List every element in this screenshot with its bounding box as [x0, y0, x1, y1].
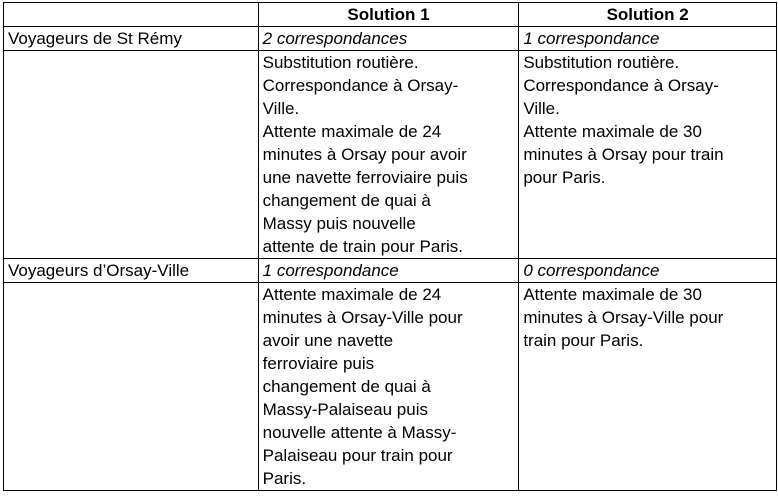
details-cell-solution-1: [258, 51, 519, 259]
row-label-st-remy: Voyageurs de St Rémy: [4, 27, 259, 51]
table-row: [4, 283, 777, 491]
summary-cell-solution-1: 1 correspondance: [258, 259, 519, 283]
header-cell-solution-2: Solution 2: [519, 3, 777, 27]
empty-label-cell: [4, 283, 259, 491]
row-label-orsay-ville: Voyageurs d’Orsay-Ville: [4, 259, 259, 283]
details-text: Attente maximale de 24 minutes à Orsay-Ville pour avoir une navette ferroviaire puis changement de quai à Massy-Palaiseau puis nouvelle attente à Massy- Palaiseau pour train pour Paris.: [262, 285, 463, 488]
header-row: [4, 3, 777, 27]
table-row: [4, 259, 777, 283]
details-cell-solution-2: [519, 283, 777, 491]
details-text: Substitution routière. Correspondance à Orsay- Ville. Attente maximale de 24 minutes à Orsay pour avoir une navette ferroviaire puis changement de quai à Massy puis nouvelle attente de train pour Paris.: [262, 53, 468, 256]
details-text: Attente maximale de 30 minutes à Orsay-Ville pour train pour Paris.: [523, 285, 724, 350]
details-text: Substitution routière. Correspondance à Orsay- Ville. Attente maximale de 30 minutes à Orsay pour train pour Paris.: [523, 53, 724, 187]
empty-label-cell: [4, 51, 259, 259]
table-row: [4, 51, 777, 259]
details-cell-solution-1: [258, 283, 519, 491]
summary-cell-solution-2: 0 correspondance: [519, 259, 777, 283]
summary-cell-solution-2: 1 correspondance: [519, 27, 777, 51]
details-cell-solution-2: [519, 51, 777, 259]
header-cell-solution-1: Solution 1: [258, 3, 519, 27]
table-row: [4, 27, 777, 51]
summary-cell-solution-1: 2 correspondances: [258, 27, 519, 51]
header-cell-empty: [4, 3, 259, 27]
comparison-table: [3, 2, 777, 491]
